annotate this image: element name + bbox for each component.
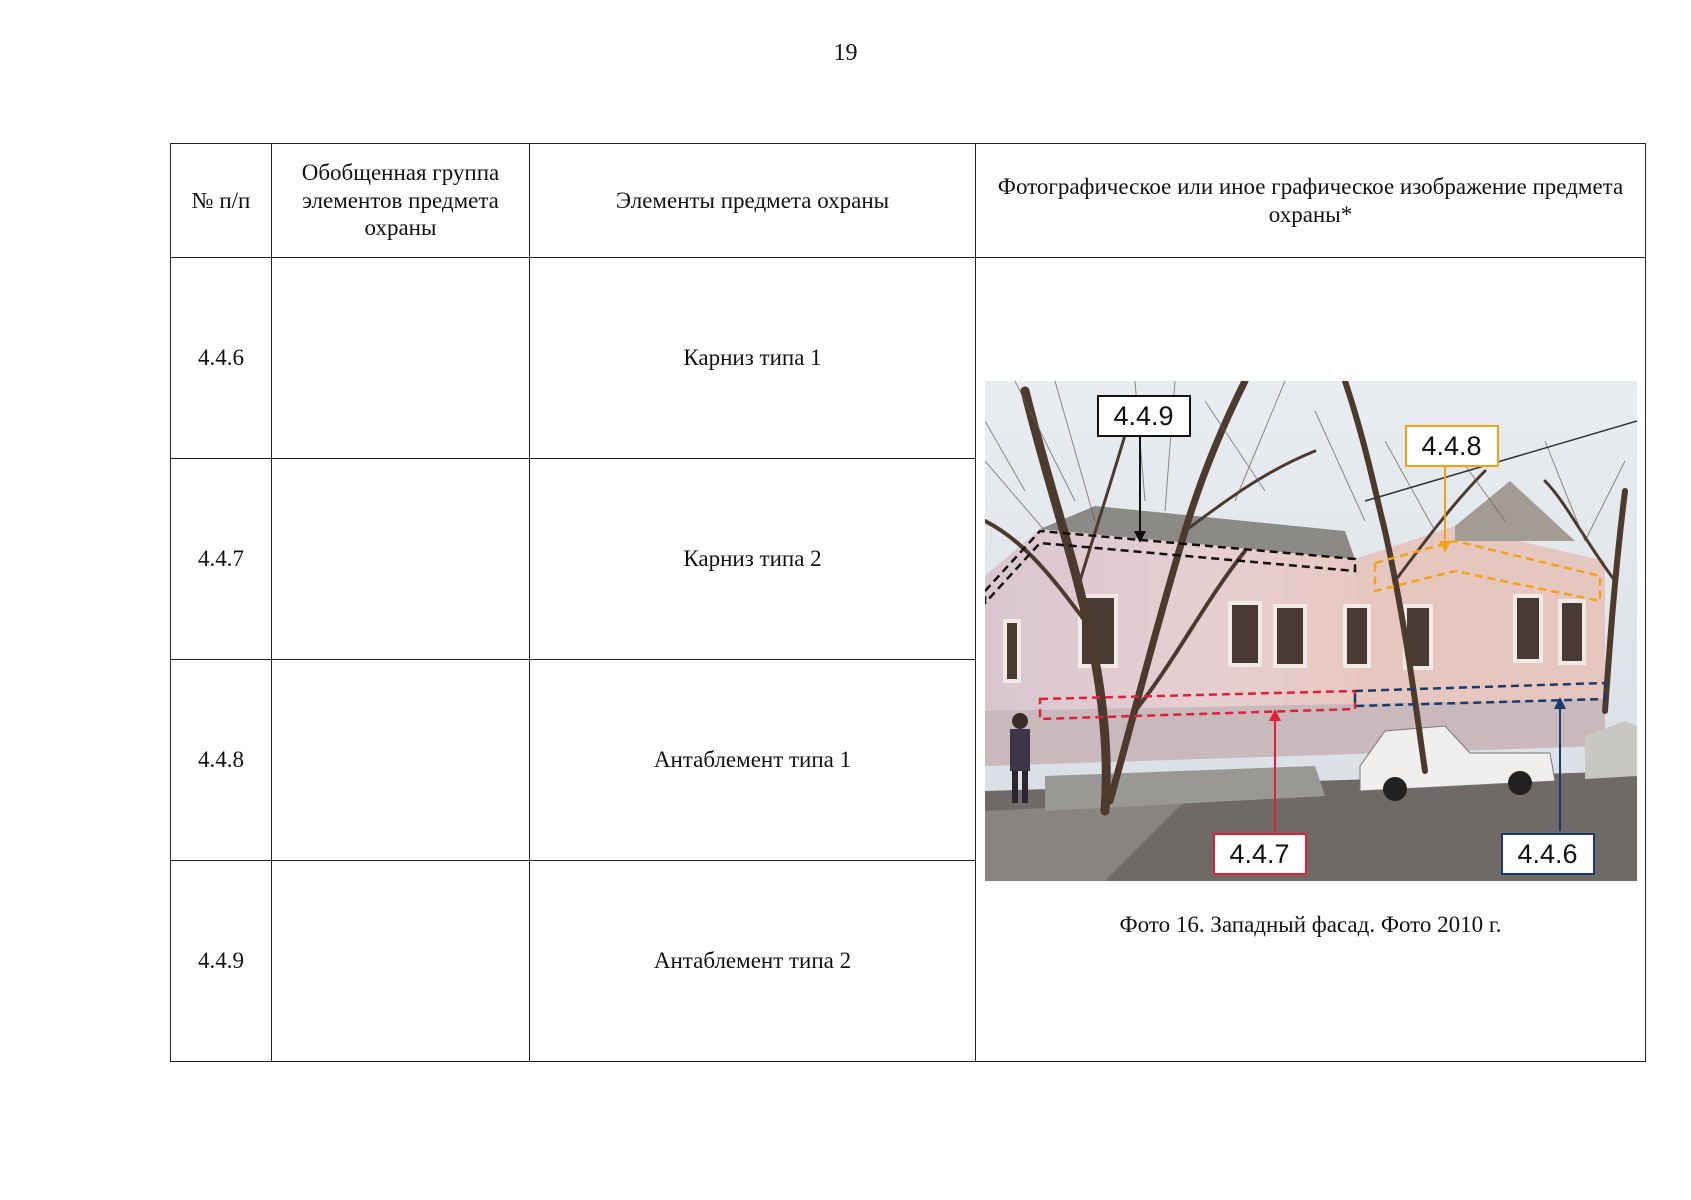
row-element: Антаблемент типа 1 (530, 660, 976, 861)
row-group (272, 861, 530, 1062)
label-4-4-6: 4.4.6 (1501, 833, 1595, 875)
label-4-4-7: 4.4.7 (1213, 833, 1307, 875)
row-group (272, 459, 530, 660)
row-number: 4.4.7 (171, 459, 272, 660)
header-group: Обобщенная группа элементов предмета охраны (272, 144, 530, 258)
facade-photo-image (985, 381, 1637, 881)
row-element: Карниз типа 1 (530, 258, 976, 459)
row-group (272, 258, 530, 459)
table-row (171, 258, 1646, 459)
row-number: 4.4.9 (171, 861, 272, 1062)
header-elements: Элементы предмета охраны (530, 144, 976, 258)
photo-caption: Фото 16. Западный фасад. Фото 2010 г. (1119, 911, 1502, 937)
row-element: Карниз типа 2 (530, 459, 976, 660)
protection-elements-table (170, 143, 1646, 1062)
row-number: 4.4.8 (171, 660, 272, 861)
facade-photo (985, 381, 1637, 881)
header-image: Фотографическое или иное графическое изображение предмета охраны* (976, 144, 1646, 258)
row-group (272, 660, 530, 861)
row-number: 4.4.6 (171, 258, 272, 459)
photo-cell (976, 258, 1646, 1062)
row-element: Антаблемент типа 2 (530, 861, 976, 1062)
page-number: 19 (833, 40, 858, 66)
label-4-4-8: 4.4.8 (1405, 425, 1499, 467)
header-number: № п/п (171, 144, 272, 258)
label-4-4-9: 4.4.9 (1097, 395, 1191, 437)
